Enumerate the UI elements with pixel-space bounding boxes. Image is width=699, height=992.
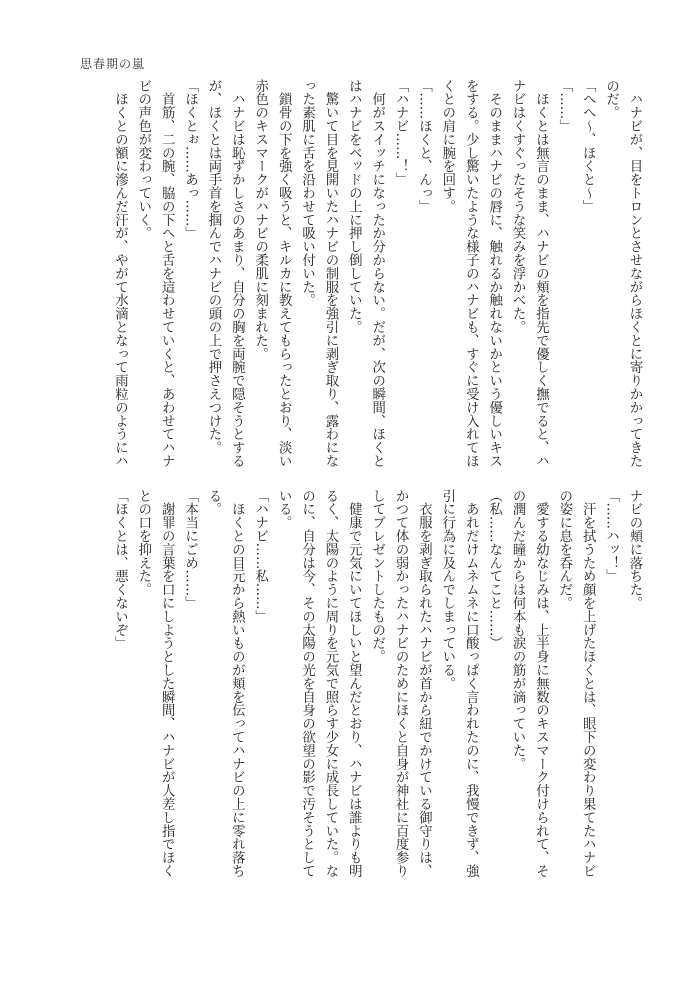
text-column: ナビの頬に落ちた。 <box>627 489 642 610</box>
text-column: との口を抑えた。 <box>135 489 151 597</box>
text-column: くとの肩に腕を回す。 <box>439 79 455 213</box>
upper-text-tier <box>108 79 646 475</box>
text-column: ほくとの額に滲んだ汗が、やがて水滴となって雨粒のようにハ <box>112 79 128 468</box>
text-column: 「……ハッ！」 <box>603 489 619 583</box>
lower-text-tier <box>108 489 646 885</box>
text-column: が、ほくとは両手首を掴んでハナビの頭の上で押さえつけた。 <box>205 79 221 455</box>
text-column: （私……なんてこと……） <box>486 489 502 650</box>
text-column: ほくとの目元から熱いものが頬を伝ってハナビの上に零れ落ち <box>229 489 245 878</box>
text-column: ナビはくすぐったそうな笑みを浮かべた。 <box>510 79 526 334</box>
text-column: の潤んだ瞳からは何本も涙の筋が滴っていた。 <box>510 489 526 771</box>
text-column: 汗を拭うため顔を上げたほくとは、眼下の変わり果てたハナビ <box>580 489 596 878</box>
text-column: 「へへ〜、ほくと〜」 <box>580 79 596 213</box>
text-column: のに、自分は今、その太陽の光を自身の欲望の影で汚そうとして <box>299 489 315 878</box>
text-column: 「……ほくと、んっ」 <box>416 79 432 213</box>
text-column: 愛する幼なじみは、上半身に無数のキスマーク付けられて、そ <box>533 489 549 878</box>
text-column: 「ほくとぉ……あっ……」 <box>182 79 198 240</box>
running-head-title: 思春期の嵐 <box>80 57 146 71</box>
text-column: った素肌に舌を沿わせて吸い付いた。 <box>299 79 315 307</box>
text-column: の姿に息を呑んだ。 <box>556 489 572 610</box>
text-column: ほくとは無言のまま、ハナビの頬を指先で優しく撫でると、ハ <box>533 79 549 468</box>
text-column: 「ほくとは、悪くないぞ」 <box>112 489 128 650</box>
text-column: 衣服を剥ぎ取られたハナビが首から紐でかけている御守りは、 <box>416 489 432 878</box>
text-column: をする。少し驚いたような様子のハナビも、すぐに受け入れてほ <box>463 79 479 468</box>
text-column: 「本当にごめ……」 <box>182 489 198 610</box>
text-column: ビの声色が変わっていく。 <box>135 79 151 240</box>
text-column: 赤色のキスマークがハナビの柔肌に刻まれた。 <box>252 79 268 361</box>
text-column: 鎖骨の下を強く吸うと、キルカに教えてもらったとおり、淡い <box>276 79 292 468</box>
text-column: 「……」 <box>556 79 572 133</box>
text-column: 「ハナビ……私……」 <box>252 489 268 623</box>
text-column: ハナビは恥ずかしさのあまり、自分の胸を両腕で隠そうとする <box>229 79 245 468</box>
text-column: のだ。 <box>603 79 619 120</box>
text-column: 何がスイッチになったか分からない。だが、次の瞬間、ほくと <box>369 79 385 468</box>
text-column: あれだけムネムネに口酸っぱく言われたのに、我慢できず、強 <box>463 489 479 878</box>
text-column: 「ハナビ……！」 <box>393 79 409 187</box>
text-column: かつて体の弱かったハナビのためにほくと自身が神社に百度参り <box>393 489 409 878</box>
text-column: 驚いて目を見開いたハナビの制服を強引に剥ぎ取り、露わにな <box>322 79 338 468</box>
text-column: してプレゼントしたものだ。 <box>369 489 385 664</box>
text-column: 引に行為に及んでしまっている。 <box>439 489 455 690</box>
text-column: る。 <box>205 489 221 516</box>
text-column: 首筋、二の腕、脇の下へと舌を這わせていくと、あわせてハナ <box>159 79 175 468</box>
text-column: いる。 <box>276 489 292 530</box>
text-column: 謝罪の言葉を口にしようとした瞬間、ハナビが人差し指でほく <box>159 489 175 878</box>
text-column: はハナビをベッドの上に押し倒していた。 <box>346 79 362 334</box>
text-column: そのままハナビの唇に、触れるか触れないかという優しいキス <box>486 79 502 468</box>
text-column: 健康で元気にいてほしいと望んだとおり、ハナビは誰よりも明 <box>346 489 362 878</box>
text-column: ハナビが、目をトロンとさせながらほくとに寄りかかってきた <box>627 79 642 468</box>
text-column: るく、太陽のように周りを元気で照らす少女に成長していた。な <box>322 489 338 878</box>
